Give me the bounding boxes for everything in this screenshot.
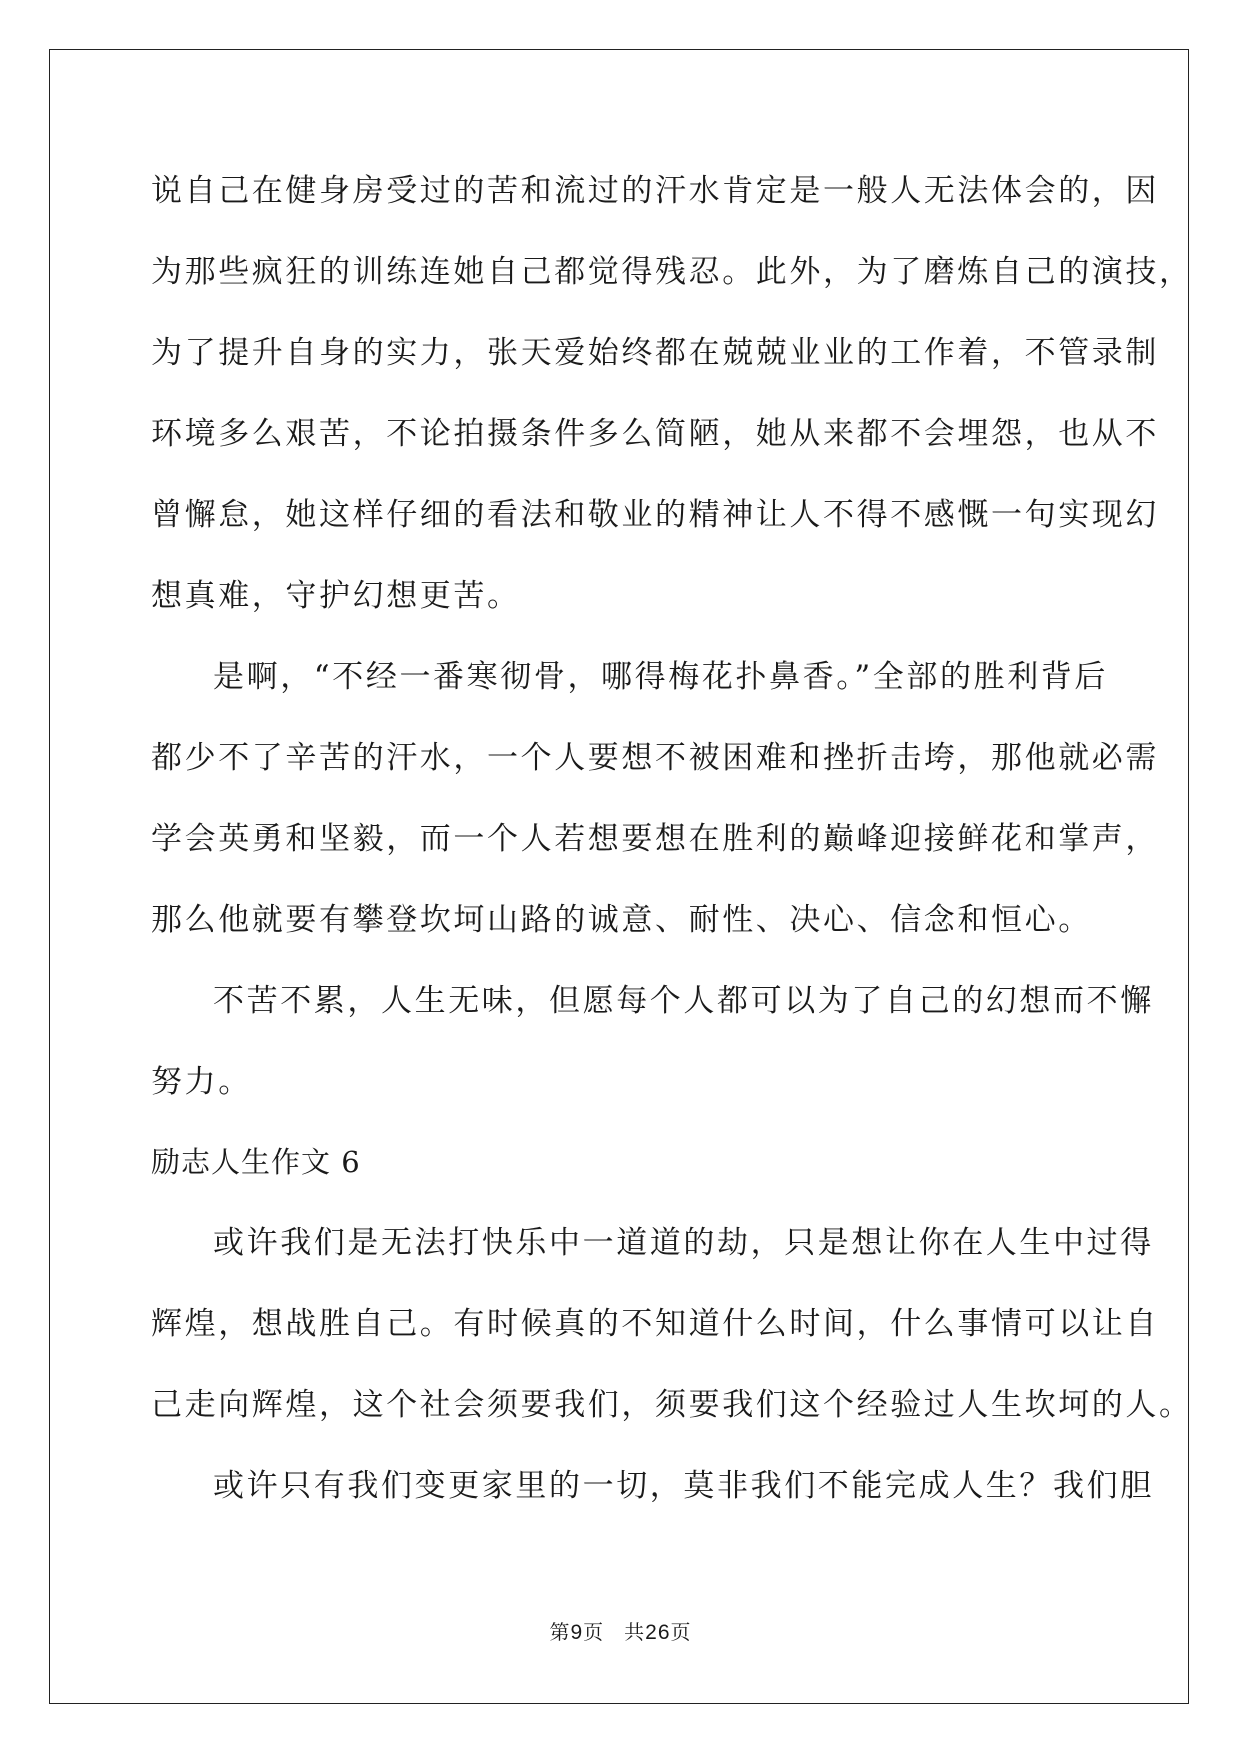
text-line: 或许只有我们变更家里的一切，莫非我们不能完成人生？我们胆: [213, 1468, 1154, 1504]
text-line: 为那些疯狂的训练连她自己都觉得残忍。此外，为了磨炼自己的演技，: [151, 254, 1193, 290]
text-line: 都少不了辛苦的汗水，一个人要想不被困难和挫折击垮，那他就必需: [151, 740, 1159, 776]
total-prefix: 共: [624, 1620, 646, 1644]
document-body: [151, 157, 1193, 1533]
page-prefix: 第: [549, 1620, 571, 1644]
page-number: 9: [570, 1621, 584, 1644]
text-line: 那么他就要有攀登坎坷山路的诚意、耐性、决心、信念和恒心。: [151, 902, 1092, 938]
section-heading: 励志人生作文 6: [151, 1145, 361, 1179]
text-line: 辉煌，想战胜自己。有时候真的不知道什么时间，什么事情可以让自: [151, 1306, 1159, 1342]
text-line: 环境多么艰苦，不论拍摄条件多么简陋，她从来都不会埋怨，也从不: [151, 416, 1159, 452]
text-line: 说自己在健身房受过的苦和流过的汗水肯定是一般人无法体会的，因: [151, 173, 1159, 209]
total-suffix: 页: [670, 1620, 692, 1644]
total-pages: 26: [645, 1621, 671, 1644]
text-line: 想真难，守护幻想更苦。: [151, 578, 521, 614]
text-line: 或许我们是无法打快乐中一道道的劫，只是想让你在人生中过得: [213, 1225, 1154, 1261]
page-footer: [0, 1616, 1241, 1645]
text-line: 曾懈怠，她这样仔细的看法和敬业的精神让人不得不感慨一句实现幻: [151, 497, 1159, 533]
text-line: 努力。: [151, 1064, 252, 1100]
text-line: 不苦不累，人生无味，但愿每个人都可以为了自己的幻想而不懈: [213, 983, 1154, 1019]
page-suffix: 页: [583, 1620, 605, 1644]
text-line: 为了提升自身的实力，张天爱始终都在兢兢业业的工作着，不管录制: [151, 335, 1159, 371]
text-line: 己走向辉煌，这个社会须要我们，须要我们这个经验过人生坎坷的人。: [151, 1387, 1193, 1423]
text-line: 是啊，“不经一番寒彻骨，哪得梅花扑鼻香。”全部的胜利背后: [213, 659, 1108, 695]
text-line: 学会英勇和坚毅，而一个人若想要想在胜利的巅峰迎接鲜花和掌声，: [151, 821, 1159, 857]
